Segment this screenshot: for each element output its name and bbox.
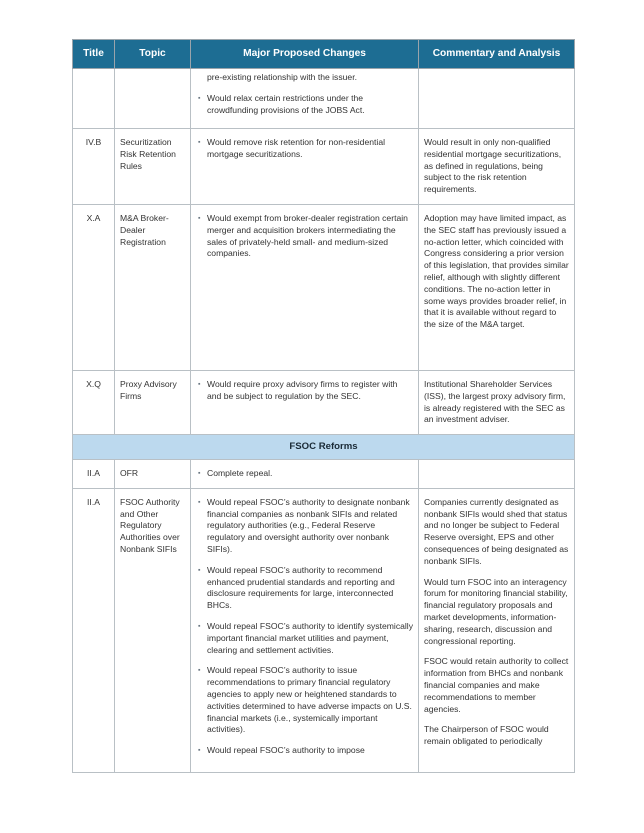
changes-cell — [191, 488, 419, 772]
topic-cell: FSOC Authority and Other Regulatory Authorities over Nonbank SIFIs — [115, 488, 191, 772]
bullet-text: Would repeal FSOC’s authority to designate nonbank financial companies as nonbank SIFIs and related regulatory authorities (e.g., Federal Reserve regulatory and oversight authority over nonbank SIFIs). — [207, 496, 410, 554]
bullet-text: Would repeal FSOC’s authority to issue recommendations to primary financial regulatory agencies to apply new or heightened standards to activities determined to have adverse impacts on U.S. financial markets (i.e., systemically important activities). — [207, 665, 412, 735]
table-row — [73, 459, 575, 488]
topic-cell: Securitization Risk Retention Rules — [115, 129, 191, 205]
changes-cell — [191, 204, 419, 370]
section-heading: FSOC Reforms — [73, 435, 575, 460]
changes-cell — [191, 459, 419, 488]
commentary-cell — [419, 488, 575, 772]
reforms-table — [72, 39, 575, 773]
changes-cell — [191, 69, 419, 129]
commentary-paragraph: FSOC would retain authority to collect information from BHCs and nonbank financial companies and make recommendations to member agencies. — [424, 656, 569, 714]
header-row — [73, 40, 575, 69]
title-cell: X.A — [73, 204, 115, 370]
header-changes: Major Proposed Changes — [191, 40, 419, 69]
bullet-icon: ▪ — [198, 139, 201, 146]
title-cell — [73, 69, 115, 129]
bullet-text: Would repeal FSOC’s authority to identify systemically important financial market utilities and payment, clearing and settlement activities. — [207, 620, 414, 655]
commentary-cell — [419, 69, 575, 129]
bullet-icon: ▪ — [198, 469, 201, 477]
bullet-icon: ▪ — [198, 214, 201, 222]
title-cell: X.Q — [73, 370, 115, 434]
table-row — [73, 204, 575, 370]
list-item — [196, 137, 413, 161]
section-row — [73, 435, 575, 460]
list-item — [196, 745, 413, 757]
commentary-cell: Institutional Shareholder Services (ISS), the largest proxy advisory firm, is already registered with the SEC as an investment adviser. — [419, 370, 575, 434]
topic-cell: M&A Broker-Dealer Registration — [115, 204, 191, 370]
bullet-text: Would repeal FSOC’s authority to impose — [207, 745, 365, 756]
changes-cell — [191, 129, 419, 205]
title-cell: II.A — [73, 459, 115, 488]
title-cell: IV.B — [73, 129, 115, 205]
commentary-cell — [419, 459, 575, 488]
title-cell: II.A — [73, 488, 115, 772]
list-item — [196, 93, 413, 117]
bullet-text: Would remove risk retention for non-residential mortgage securitizations. — [207, 137, 386, 159]
bullet-icon: ▪ — [198, 380, 201, 388]
list-item — [196, 213, 413, 260]
bullet-icon: ▪ — [198, 498, 201, 506]
bullet-icon: ▪ — [198, 622, 201, 630]
continuation-text: pre-existing relationship with the issuer. — [207, 72, 357, 82]
bullet-icon: ▪ — [198, 94, 201, 102]
bullet-text: Would require proxy advisory firms to register with and be subject to regulation by the SEC. — [207, 378, 398, 401]
bullet-text: Complete repeal. — [207, 467, 273, 478]
list-item — [196, 497, 413, 556]
commentary-paragraph: Companies currently designated as nonbank SIFIs would shed that status and no longer be subject to Federal Reserve oversight, EPS and other consequences of being designated as nonbank SIFIs. — [424, 496, 569, 566]
list-item — [196, 565, 413, 612]
commentary-paragraph: Would turn FSOC into an interagency forum for monitoring financial stability, financial regulatory proposals and market developments, information-sharing, research, discussion and congressional reporting. — [424, 576, 568, 646]
bullet-text: Would exempt from broker-dealer registration certain merger and acquisition brokers intermediating the sales of privately-held small- and medium-sized companies. — [207, 212, 408, 259]
table-row — [73, 129, 575, 205]
topic-cell — [115, 69, 191, 129]
header-topic: Topic — [115, 40, 191, 69]
list-item — [196, 468, 413, 480]
bullet-icon: ▪ — [198, 566, 201, 574]
topic-cell: OFR — [115, 459, 191, 488]
changes-cell — [191, 370, 419, 434]
bullet-icon: ▪ — [198, 667, 201, 675]
table-row — [73, 370, 575, 434]
commentary-cell: Would result in only non-qualified residential mortgage securitizations, as defined in regulations, being subject to the risk retention requirements. — [419, 129, 575, 205]
commentary-cell: Adoption may have limited impact, as the SEC staff has previously issued a no-action letter, which coincided with Congress considering a prior version of this legislation, that provides similar relief, although with slightly different conditions. The no-action letter in some ways provides broader relief, in that it is available without regard to the size of the M&A target. — [419, 204, 575, 370]
commentary-paragraph: The Chairperson of FSOC would remain obligated to periodically — [424, 724, 549, 747]
list-item — [196, 665, 413, 736]
header-commentary: Commentary and Analysis — [419, 40, 575, 69]
table-row — [73, 488, 575, 772]
header-title: Title — [73, 40, 115, 69]
bullet-text: Would relax certain restrictions under the crowdfunding provisions of the JOBS Act. — [207, 92, 365, 115]
bullet-text: Would repeal FSOC’s authority to recommend enhanced prudential standards and reporting and disclosure requirements for large, interconnected BHCs. — [207, 564, 395, 611]
table-row — [73, 69, 575, 129]
bullet-icon: ▪ — [198, 747, 201, 755]
list-item — [196, 621, 413, 656]
list-item — [196, 379, 413, 403]
topic-cell: Proxy Advisory Firms — [115, 370, 191, 434]
